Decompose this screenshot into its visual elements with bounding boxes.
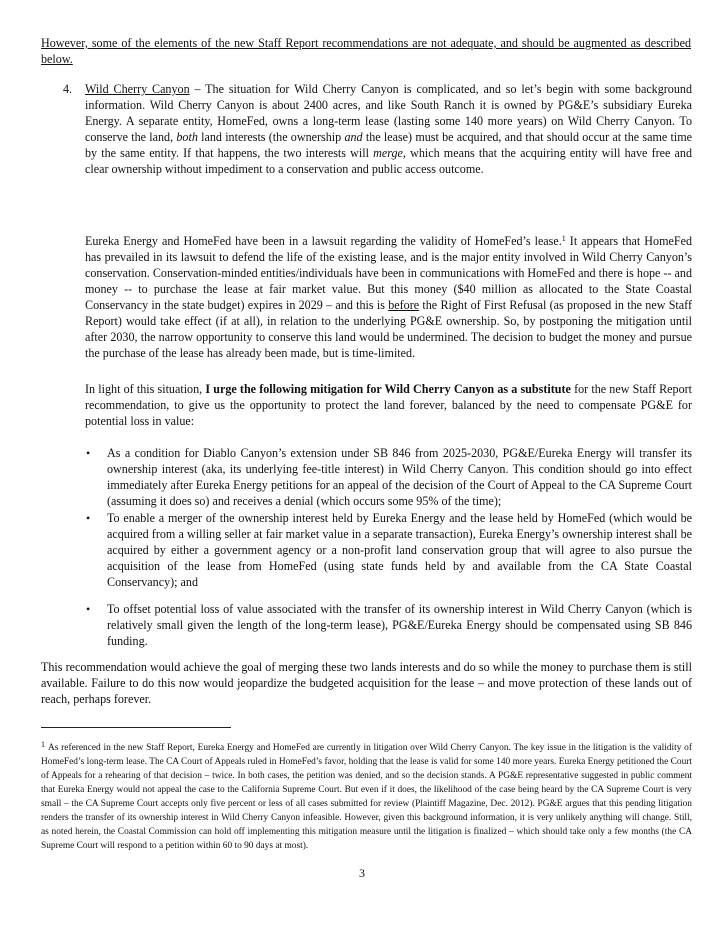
bullet-item: To offset potential loss of value associated with the transfer of its ownership interest in Wild Cherry Canyon (which is relatively small given the length of the long-term lease), PG&E/Eureka Energy should be compensated using SB 846 funding. — [107, 602, 692, 648]
bullet-icon: • — [86, 511, 91, 525]
bullet-item: To enable a merger of the ownership interest held by Eureka Energy and the lease held by HomeFed (which would be acquired from a willing seller at fair market value in a separate transaction), Eureka Energy’s ownership interest shall be acquired by either a government agency or a non-profit land conservation group that will agree to also pursue the acquisition of the lease from HomeFed (using state funds held by and available from the CA State Coastal Conservancy); and — [107, 511, 692, 589]
footnote-divider — [41, 727, 231, 728]
page-number: 3 — [359, 866, 365, 880]
list-item-number: 4. — [63, 82, 73, 96]
section-heading: Wild Cherry Canyon — [85, 82, 190, 96]
wild-cherry-canyon-paragraph: Wild Cherry Canyon – The situation for Wild Cherry Canyon is complicated, and so let’s begin with some background information. Wild Cherry Canyon is about 2400 acres, and like South Ranch it is owned by PG&E’s subsidiary Eureka Energy. A separate entity, HomeFed, owns a long-term lease (lasting some 140 more years) on Wild Cherry Canyon. To conserve the land, both land interests (the ownership and the lease) must be acquired, and that should occur at the same time by the same entity. If that happens, the two interests will merge, which means that the acquiring entity will have free and clear ownership without impediment to a conservation and public access outcome. — [85, 82, 692, 176]
footnote-reference[interactable]: 1 — [561, 234, 566, 243]
footnote-number: 1 — [41, 740, 45, 749]
bullet-icon: • — [86, 602, 91, 616]
intro-paragraph: However, some of the elements of the new Staff Report recommendations are not adequate, and should be augmented as described below. — [41, 36, 691, 66]
footnote — [41, 738, 692, 853]
bullet-item: As a condition for Diablo Canyon’s extension under SB 846 from 2025-2030, PG&E/Eureka Energy will transfer its ownership interest (aka, its underlying fee-title interest) in Wild Cherry Canyon. This condition should go into effect immediately after Eureka Energy petitions for an appeal of the decision of the Court of Appeal to the CA Supreme Court (assuming it does so) and receives a denial (which occurs some 95% of the time); — [107, 446, 692, 508]
bullet-icon: • — [86, 446, 91, 460]
lawsuit-paragraph: Eureka Energy and HomeFed have been in a lawsuit regarding the validity of HomeFed’s lease.$^1$ It appears that HomeFed has prevailed in its lawsuit to defend the life of the existing lease, and is the major entity involved in Wild Cherry Canyon’s conservation. Conservation-minded entities/individuals have been in communications with HomeFed and there is hope -- and money -- to purchase the lease at fair market value. But this money ($40 million as allocated to the State Coastal Conservancy in the state budget) expires in 2029 – and this is before the Right of First Refusal (as proposed in the new Staff Report) would take effect (if at all), in relation to the underlying PG&E ownership. So, by postponing the mitigation until after 2030, the narrow opportunity to conserve this land would be undermined. The decision to budget the money and pursue the purchase of the lease has already been made, but is time-limited. — [85, 234, 692, 360]
footnote-text: As referenced in the new Staff Report, Eureka Energy and HomeFed are currently in litigation over Wild Cherry Canyon. The key issue in the litigation is the validity of HomeFed’s long-term lease. The CA Court of Appeals ruled in HomeFed’s favor, holding that the lease is valid for some 140 more years. Eureka Energy petitioned the Court of Appeals for a rehearing of that decision – twice. In both cases, the petition was denied, and so the decision stands. A PG&E representative suggested in public comment that Eureka Energy would not appeal the case to the California Supreme Court. But even if it does, the likelihood of the case being heard by the CA Supreme Court is very small – the CA Supreme Court accepts only five percent or less of all cases submitted for review (Plaintiff Magazine, Dec. 2012). PG&E argues that this pending litigation renders the transfer of its ownership interest in Wild Cherry Canyon infeasible. However, given this background information, it is very unlikely anything will change. Still, as noted herein, the Coastal Commission can hold off implementing this mitigation measure until the litigation is finalized – which should take only a few months (the CA Supreme Court will respond to a petition within 60 to 90 days at most). — [41, 743, 692, 851]
conclusion-paragraph: This recommendation would achieve the goal of merging these two lands interests and do so while the money to purchase them is still available. Failure to do this now would jeopardize the budgeted acquisition for the lease – and move protection of these lands out of reach, perhaps forever. — [41, 660, 692, 706]
mitigation-paragraph: In light of this situation, I urge the following mitigation for Wild Cherry Canyon as a substitute for the new Staff Report recommendation, to give us the opportunity to protect the land forever, balanced by the need to compensate PG&E for potential loss in value: — [85, 382, 693, 428]
